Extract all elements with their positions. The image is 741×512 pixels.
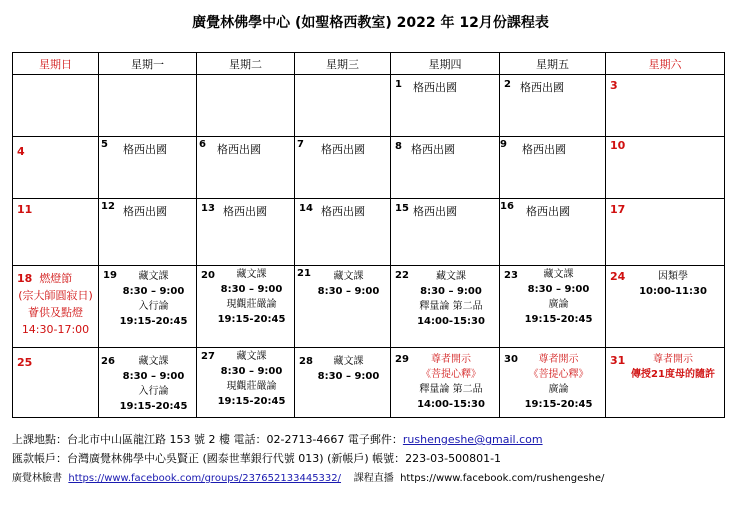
day-cell-8 <box>391 137 500 199</box>
class-name: 藏文課 <box>138 356 169 367</box>
class-schedule <box>211 267 292 327</box>
day-number: 13 <box>201 203 215 214</box>
day-number: 9 <box>500 139 507 150</box>
day-cell-16 <box>500 199 606 266</box>
facebook-group-link[interactable]: https://www.facebook.com/groups/237652133445332/ <box>68 473 342 484</box>
event-title-line <box>15 270 96 287</box>
weekday-header-wednesday: 星期三 <box>295 53 391 75</box>
day-cell-15 <box>391 199 500 266</box>
class-name: 藏文課 <box>138 271 169 282</box>
event-title: 尊者開示 <box>538 354 579 365</box>
class-schedule <box>514 352 603 412</box>
day-note: 格西出國 <box>413 81 457 94</box>
day-note: 格西出國 <box>413 205 457 218</box>
day-cell-empty <box>99 75 197 137</box>
day-number: 4 <box>17 145 25 158</box>
day-cell-25 <box>13 348 99 418</box>
facebook-label: 廣覺林臉書 <box>12 473 69 484</box>
day-number: 29 <box>395 354 409 365</box>
day-cell-1 <box>391 75 500 137</box>
day-note: 格西出國 <box>123 143 167 156</box>
day-cell-12 <box>99 199 197 266</box>
class-name: 藏文課 <box>436 271 466 282</box>
live-label: 課程直播 <box>341 473 401 484</box>
day-cell-21 <box>295 266 391 348</box>
day-note: 格西出國 <box>321 205 365 218</box>
day-cell-empty <box>197 75 295 137</box>
event-lantern-festival <box>15 270 96 338</box>
day-cell-5 <box>99 137 197 199</box>
event-subtitle: 《菩提心釋》 <box>528 369 589 380</box>
class-schedule <box>405 269 497 329</box>
class-schedule <box>514 267 603 327</box>
class-time: 8:30 – 9:00 <box>420 286 482 297</box>
event-schedule <box>624 352 722 382</box>
day-number: 24 <box>610 270 626 283</box>
weekday-header-row <box>13 53 725 75</box>
class-name: 入行論 <box>138 386 169 397</box>
class-schedule <box>113 269 194 329</box>
day-number: 2 <box>504 79 511 90</box>
day-cell-31 <box>606 348 725 418</box>
day-cell-19 <box>99 266 197 348</box>
class-time: 8:30 – 9:00 <box>220 284 283 295</box>
weekday-header-friday: 星期五 <box>500 53 606 75</box>
day-number: 22 <box>395 270 409 281</box>
class-time: 19:15-20:45 <box>524 314 593 325</box>
day-number: 17 <box>610 203 626 216</box>
class-name: 現觀莊嚴論 <box>226 381 277 392</box>
day-note: 格西出國 <box>520 81 564 94</box>
class-name: 藏文課 <box>236 269 267 280</box>
class-time: 10:00-11:30 <box>639 286 707 297</box>
day-number: 10 <box>610 139 626 152</box>
class-time: 14:00-15:30 <box>417 316 485 327</box>
day-number: 5 <box>101 139 108 150</box>
class-name: 因類學 <box>658 271 688 282</box>
weekday-header-monday: 星期一 <box>99 53 197 75</box>
day-number: 28 <box>299 356 313 367</box>
day-number: 15 <box>395 203 409 214</box>
live-url[interactable]: https://www.facebook.com/rushengeshe/ <box>400 473 605 484</box>
day-cell-11 <box>13 199 99 266</box>
class-time: 19:15-20:45 <box>524 399 593 410</box>
day-note: 格西出國 <box>526 205 570 218</box>
class-schedule <box>309 269 388 299</box>
weekday-header-tuesday: 星期二 <box>197 53 295 75</box>
class-name: 藏文課 <box>543 269 574 280</box>
day-number: 8 <box>395 141 402 152</box>
day-number: 6 <box>199 139 206 150</box>
class-name: 藏文課 <box>236 351 267 362</box>
day-number: 18 <box>17 272 33 285</box>
class-schedule <box>624 269 722 299</box>
week-row-5 <box>13 348 725 418</box>
day-note: 格西出國 <box>123 205 167 218</box>
event-title: 尊者開示 <box>653 354 693 365</box>
day-note: 格西出國 <box>522 143 566 156</box>
day-cell-empty <box>295 75 391 137</box>
day-number: 25 <box>17 356 33 369</box>
class-name: 廣論 <box>548 384 569 395</box>
day-number: 14 <box>299 203 313 214</box>
day-cell-4 <box>13 137 99 199</box>
day-number: 11 <box>17 203 33 216</box>
day-cell-28 <box>295 348 391 418</box>
day-cell-3 <box>606 75 725 137</box>
calendar-table <box>12 52 725 418</box>
day-cell-26 <box>99 348 197 418</box>
day-cell-20 <box>197 266 295 348</box>
email-link[interactable]: rushengeshe@gmail.com <box>402 433 543 446</box>
class-name: 釋量論 第二品 <box>419 384 483 395</box>
class-name: 釋量論 第二品 <box>419 301 483 312</box>
class-time: 19:15-20:45 <box>119 401 188 412</box>
footer-links-line <box>12 469 604 484</box>
day-number: 7 <box>297 139 304 150</box>
day-cell-13 <box>197 199 295 266</box>
footer-contact-line <box>12 431 543 447</box>
week-row-4 <box>13 266 725 348</box>
footer-address: 上課地點：台北市中山區龍江路 153 號 2 樓 電話：02-2713-4667 電子郵件： <box>12 433 403 446</box>
class-name: 藏文課 <box>333 271 364 282</box>
footer-account-line: 匯款帳戶：台灣廣覺林佛學中心吳賢正 (國泰世華銀行代號 013) (新帳戶) 帳號：223-03-500801-1 <box>12 452 502 465</box>
class-name: 廣論 <box>548 299 569 310</box>
week-row-2 <box>13 137 725 199</box>
day-cell-14 <box>295 199 391 266</box>
day-note: 格西出國 <box>223 205 267 218</box>
class-schedule <box>211 349 292 409</box>
class-time: 8:30 – 9:00 <box>220 366 283 377</box>
event-subtitle: (宗大師圓寂日) <box>18 289 93 302</box>
day-cell-6 <box>197 137 295 199</box>
day-cell-29 <box>391 348 500 418</box>
class-time: 14:00-15:30 <box>417 399 485 410</box>
day-number: 1 <box>395 79 402 90</box>
event-detail: 傳授21度母的隨許 <box>631 369 715 380</box>
class-name: 入行論 <box>138 301 169 312</box>
class-time: 19:15-20:45 <box>119 316 188 327</box>
event-title: 燃燈節 <box>39 272 73 285</box>
class-time: 8:30 – 9:00 <box>527 284 590 295</box>
class-time: 19:15-20:45 <box>217 396 286 407</box>
day-number: 27 <box>201 351 215 362</box>
day-note: 格西出國 <box>321 143 365 156</box>
day-cell-empty <box>13 75 99 137</box>
day-number: 26 <box>101 356 115 367</box>
day-cell-10 <box>606 137 725 199</box>
day-note: 格西出國 <box>217 143 261 156</box>
day-number: 20 <box>201 270 215 281</box>
day-number: 12 <box>101 201 115 212</box>
week-row-3 <box>13 199 725 266</box>
class-schedule <box>113 354 194 414</box>
day-number: 23 <box>504 270 518 281</box>
class-name: 現觀莊嚴論 <box>226 299 277 310</box>
day-number: 3 <box>610 79 618 92</box>
day-cell-22 <box>391 266 500 348</box>
day-cell-9 <box>500 137 606 199</box>
class-time: 8:30 – 9:00 <box>122 371 185 382</box>
week-row-1 <box>13 75 725 137</box>
event-detail: 薈供及點燈 <box>28 306 83 319</box>
day-cell-24 <box>606 266 725 348</box>
class-name: 藏文課 <box>333 356 364 367</box>
day-number: 31 <box>610 354 626 367</box>
day-number: 19 <box>103 270 117 281</box>
day-cell-18 <box>13 266 99 348</box>
class-time: 19:15-20:45 <box>217 314 286 325</box>
day-note: 格西出國 <box>411 143 455 156</box>
class-time: 8:30 – 9:00 <box>317 371 380 382</box>
class-schedule <box>405 352 497 412</box>
event-title: 尊者開示 <box>431 354 471 365</box>
day-number: 30 <box>504 354 518 365</box>
day-cell-23 <box>500 266 606 348</box>
day-number: 21 <box>297 268 311 279</box>
event-subtitle: 《菩提心釋》 <box>421 369 481 380</box>
day-cell-7 <box>295 137 391 199</box>
class-time: 8:30 – 9:00 <box>317 286 380 297</box>
day-cell-2 <box>500 75 606 137</box>
weekday-header-thursday: 星期四 <box>391 53 500 75</box>
page-title: 廣覺林佛學中心 (如聖格西教室) 2022 年 12月份課程表 <box>192 15 549 31</box>
weekday-header-saturday: 星期六 <box>606 53 725 75</box>
day-cell-30 <box>500 348 606 418</box>
class-schedule <box>309 354 388 384</box>
weekday-header-sunday: 星期日 <box>13 53 99 75</box>
event-time: 14:30-17:00 <box>21 323 90 336</box>
class-time: 8:30 – 9:00 <box>122 286 185 297</box>
day-cell-17 <box>606 199 725 266</box>
day-number: 16 <box>500 201 514 212</box>
day-cell-27 <box>197 348 295 418</box>
